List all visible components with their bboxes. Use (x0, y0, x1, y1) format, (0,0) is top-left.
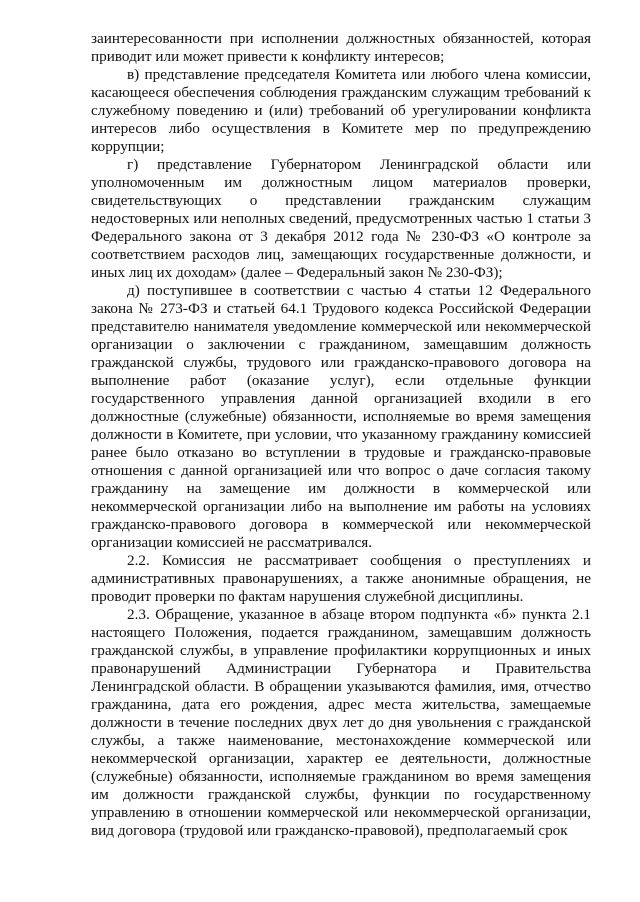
paragraph-item-v: в) представление председателя Комитета или любого члена комиссии, касающееся обеспечения соблюдения гражданским служащим требований к служебному поведению и (или) требований об урегулировании конфликта интересов либо осуществления в Комитете мер по предупреждению коррупции; (91, 66, 591, 155)
paragraph-2-3: 2.3. Обращение, указанное в абзаце втором подпункта «б» пункта 2.1 настоящего Положения, подается гражданином, замещавшим должность гражданской службы, в управление профилактики коррупционных и иных правонарушений Администрации Губернатора и Правительства Ленинградской области. В обращении указываются фамилия, имя, отчество гражданина, дата его рождения, адрес места жительства, замещаемые должности в течение последних двух лет до дня увольнения с гражданской службы, а также наименование, местонахождение коммерческой или некоммерческой организации, характер ее деятельности, должностные (служебные) обязанности, исполняемые гражданином во время замещения им должности гражданской службы, функции по государственному управлению в отношении коммерческой или некоммерческой организации, вид договора (трудовой или гражданско-правовой), предполагаемый срок (91, 606, 591, 839)
paragraph-item-g: г) представление Губернатором Ленинградской области или уполномоченным им должностным лицом материалов проверки, свидетельствующих о представлении гражданским служащим недостоверных или неполных сведений, предусмотренных частью 1 статьи 3 Федерального закона от 3 декабря 2012 года № 230-ФЗ «О контроле за соответствием расходов лиц, замещающих государственные должности, и иных лиц их доходам» (далее – Федеральный закон № 230-ФЗ); (91, 156, 591, 281)
paragraph-item-d: д) поступившее в соответствии с частью 4 статьи 12 Федерального закона № 273-ФЗ и статьей 64.1 Трудового кодекса Российской Федерации представителю нанимателя уведомление коммерческой или некоммерческой организации о заключении с гражданином, замещавшим должность гражданской службы, трудового или гражданско-правового договора на выполнение работ (оказание услуг), если отдельные функции государственного управления данной организацией входили в его должностные (служебные) обязанности, исполняемые во время замещения должности в Комитете, при условии, что указанному гражданину комиссией ранее было отказано во вступлении в трудовые и гражданско-правовые отношения с данной организацией или что вопрос о даче согласия такому гражданину на замещение им должности в коммерческой или некоммерческой организации либо на выполнение им работы на условиях гражданско-правового договора в коммерческой или некоммерческой организации комиссией не рассматривался. (91, 282, 591, 551)
paragraph-2-2: 2.2. Комиссия не рассматривает сообщения о преступлениях и административных правонарушениях, а также анонимные обращения, не проводит проверки по фактам нарушения служебной дисциплины. (91, 552, 591, 605)
paragraph-continuation: заинтересованности при исполнении должностных обязанностей, которая приводит или может привести к конфликту интересов; (91, 30, 591, 65)
document-page (91, 30, 591, 840)
